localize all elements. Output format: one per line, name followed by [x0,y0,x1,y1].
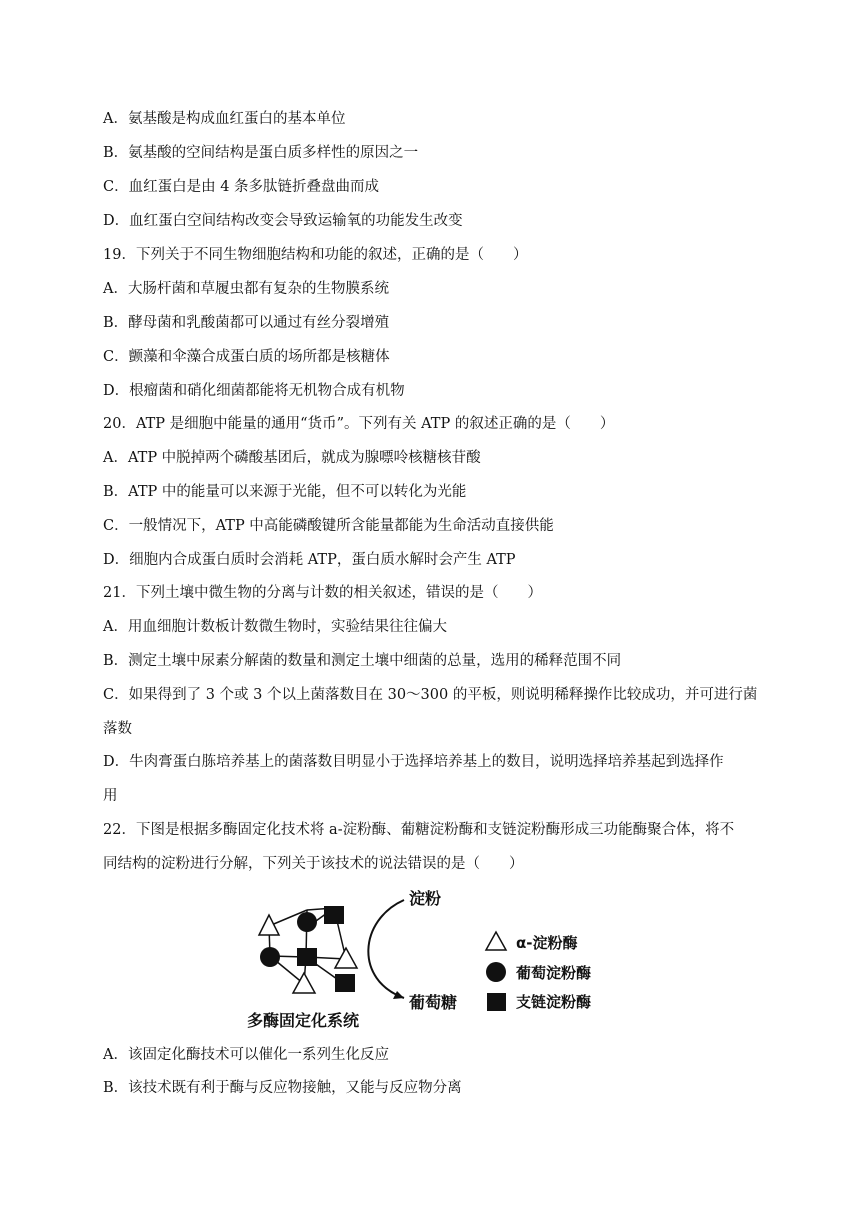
text-line: B．ATP 中的能量可以来源于光能，但不可以转化为光能 [103,484,467,500]
question-21: 21．下列土壤中微生物的分离与计数的相关叙述，错误的是（ ） [103,585,542,601]
text-line: B．酵母菌和乳酸菌都可以通过有丝分裂增殖 [103,315,390,331]
multi-enzyme-figure [244,880,624,1030]
text-line: C．血红蛋白是由 4 条多肽链折叠盘曲而成 [103,179,380,195]
legend-triangle-icon [486,932,506,950]
legend-square-icon [487,993,506,1011]
text-line: A．该固定化酶技术可以催化一系列生化反应 [103,1047,389,1063]
glucoamylase-circle [260,947,280,967]
text-line: D．根瘤菌和硝化细菌都能将无机物合成有机物 [103,383,405,399]
text-line: A．氨基酸是构成血红蛋白的基本单位 [103,111,346,127]
alpha-amylase-triangle [259,915,279,935]
legend-label: 葡萄淀粉酶 [516,964,592,982]
text-line: C．颤藻和伞藻合成蛋白质的场所都是核糖体 [103,349,390,365]
text-line: B．测定土壤中尿素分解菌的数量和测定土壤中细菌的总量，选用的稀释范围不同 [103,653,622,669]
question-19: 19．下列关于不同生物细胞结构和功能的叙述，正确的是（ ） [103,247,528,263]
pullulanase-square [324,906,344,924]
text-line: 用 [103,788,118,804]
text-line: B．氨基酸的空间结构是蛋白质多样性的原因之一 [103,145,419,161]
glucoamylase-circle [297,912,317,932]
legend-label: 支链淀粉酶 [516,993,592,1011]
alpha-amylase-triangle [293,973,315,993]
text-line: 同结构的淀粉进行分解，下列关于该技术的说法错误的是（ ） [103,856,524,872]
text-line: D．细胞内合成蛋白质时会消耗 ATP，蛋白质水解时会产生 ATP [103,552,516,568]
legend-circle-icon [486,962,506,982]
text-line: D．牛肉膏蛋白胨培养基上的菌落数目明显小于选择培养基上的数目，说明选择培养基起到选择作 [103,754,724,770]
question-20: 20．ATP 是细胞中能量的通用“货币”。下列有关 ATP 的叙述正确的是（ ） [103,416,615,432]
text-line: 落数 [103,721,132,737]
pullulanase-square [335,974,355,992]
figure-caption: 多酶固定化系统 [247,1011,360,1030]
text-line: D．血红蛋白空间结构改变会导致运输氧的功能发生改变 [103,213,463,229]
arrow-head-icon [393,991,404,999]
label-glucose: 葡萄糖 [409,993,458,1012]
pullulanase-square [297,948,317,966]
text-line: A．ATP 中脱掉两个磷酸基团后，就成为腺嘌呤核糖核苷酸 [103,450,481,466]
legend-label: α-淀粉酶 [516,934,578,952]
text-line: B．该技术既有利于酶与反应物接触，又能与反应物分离 [103,1080,462,1096]
conversion-arrow [368,900,404,998]
text-line: A．大肠杆菌和草履虫都有复杂的生物膜系统 [103,281,389,297]
question-22: 22．下图是根据多酶固定化技术将 a-淀粉酶、葡糖淀粉酶和支链淀粉酶形成三功能酶聚合体，将不 [103,822,735,838]
text-line: A．用血细胞计数板计数微生物时，实验结果往往偏大 [103,619,447,635]
text-line: C．一般情况下，ATP 中高能磷酸键所含能量都能为生命活动直接供能 [103,518,554,534]
text-line: C．如果得到了 3 个或 3 个以上菌落数目在 30～300 的平板，则说明稀释操作比较成功，并可进行菌 [103,687,758,703]
label-starch: 淀粉 [409,889,442,908]
